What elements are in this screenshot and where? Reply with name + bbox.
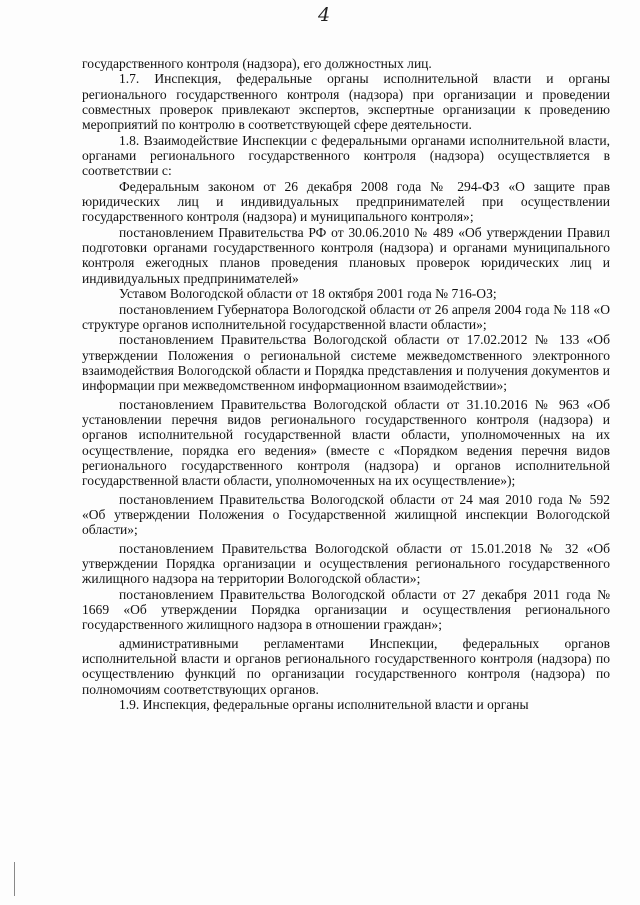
list-item-resolution-133: постановлением Правительства Вологодской области от 17.02.2012 № 133 «Об утверждении Положения о региональной системе межведомственного электронного взаимодействия Вологодской области и Порядка представления и получения документов и информации при межведомственном информационном взаимодействии»; [82,332,610,394]
scan-margin-mark [14,862,15,896]
list-item-governor-118: постановлением Губернатора Вологодской области от 26 апреля 2004 года № 118 «О структуре органов исполнительной государственной власти области»; [82,301,610,332]
paragraph-1-7: 1.7. Инспекция, федеральные органы исполнительной власти и органы регионального государственного контроля (надзора) при организации и проведении совместных проверок привлекают экспертов, экспертные организации к проведению мероприятий по контролю в соответствующей сфере деятельности. [82,71,610,133]
list-item-admin-regulations: административными регламентами Инспекции, федеральных органов исполнительной власти и органов регионального государственного контроля (надзора) по осуществлению функций по организации государственного контроля (надзора) по полномочиям соответствующих органов. [82,635,610,697]
paragraph-continuation: государственного контроля (надзора), его должностных лиц. [82,56,432,71]
list-item-resolution-1669: постановлением Правительства Вологодской области от 27 декабря 2011 года № 1669 «Об утверждении Порядка организации и осуществления регионального государственного жилищного надзора в отношении граждан»; [82,586,610,633]
list-item-resolution-592: постановлением Правительства Вологодской области от 24 мая 2010 года № 592 «Об утверждении Положения о Государственной жилищной инспекции Вологодской области»; [82,491,610,538]
page-number: 4 [318,4,331,26]
list-item-resolution-32: постановлением Правительства Вологодской области от 15.01.2018 № 32 «Об утверждении Порядка организации и осуществления регионального государственного жилищного надзора на территории Вологодской области»; [82,540,610,587]
paragraph-1-8: 1.8. Взаимодействие Инспекции с федеральными органами исполнительной власти, органами регионального государственного контроля (надзора) осуществляется в соответствии с: [82,132,610,179]
paragraph-1-9: 1.9. Инспекция, федеральные органы исполнительной власти и органы [119,697,529,713]
list-item-federal-law-294: Федеральным законом от 26 декабря 2008 года № 294-ФЗ «О защите прав юридических лиц и индивидуальных предпринимателей при осуществлении государственного контроля (надзора) и муниципального контроля»; [82,178,610,225]
document-body [82,56,610,712]
list-item-charter-716: Уставом Вологодской области от 18 октября 2001 года № 716-ОЗ; [119,286,497,302]
list-item-resolution-963: постановлением Правительства Вологодской области от 31.10.2016 № 963 «Об установлении перечня видов регионального государственного контроля (надзора) и органов исполнительной государственной власти области, уполномоченных на их осуществление, порядка его ведения» (вместе с «Порядком ведения перечня видов регионального государственного контроля (надзора) и органов исполнительной государственной власти области, уполномоченных на их осуществление»); [82,396,610,489]
list-item-resolution-489: постановлением Правительства РФ от 30.06.2010 № 489 «Об утверждении Правил подготовки органами государственного контроля (надзора) и органами муниципального контроля ежегодных планов проведения плановых проверок юридических лиц и индивидуальных предпринимателей» [82,224,610,286]
